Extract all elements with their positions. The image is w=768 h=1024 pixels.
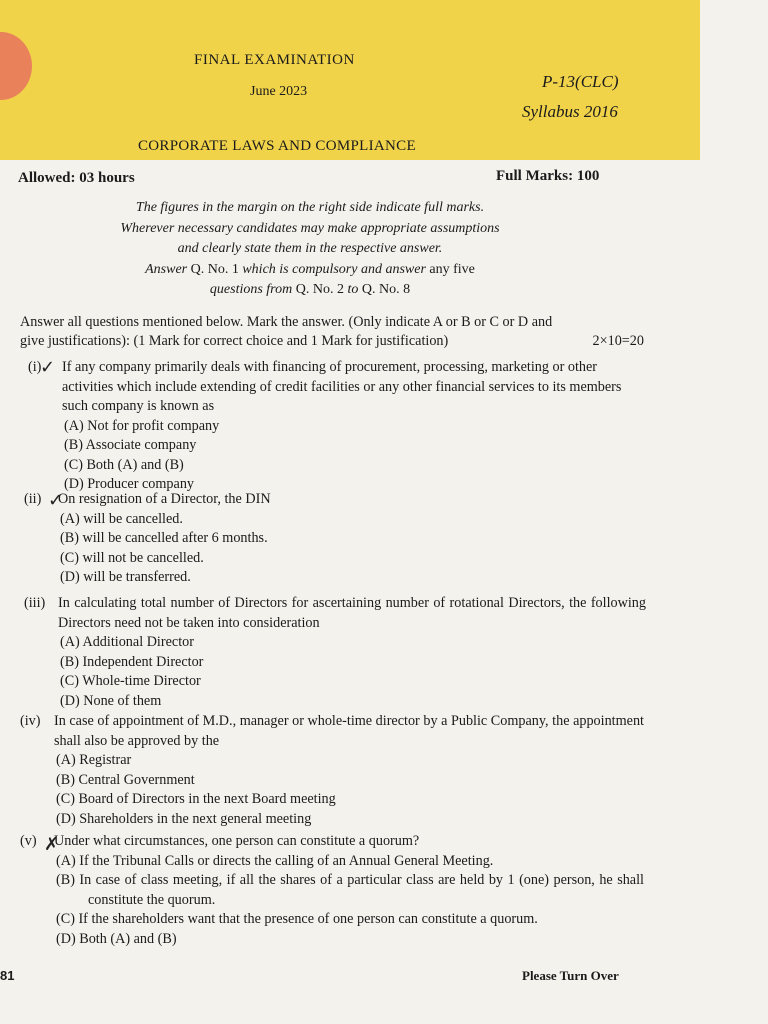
full-marks: Full Marks: 100 — [496, 168, 600, 184]
option-a: (A) Registrar — [56, 752, 132, 768]
instruction-4b: Q. No. 1 — [190, 261, 239, 277]
question-1-intro — [20, 313, 648, 351]
instruction-line-4 — [40, 260, 580, 281]
instruction-line-3: and clearly state them in the respective answer. — [177, 241, 443, 256]
exam-title: FINAL EXAMINATION — [194, 52, 355, 68]
instruction-5b: Q. No. 2 — [295, 282, 344, 297]
option-d: (D) Producer company — [64, 476, 195, 492]
handwritten-check-mark: ✗ — [44, 834, 60, 855]
handwritten-check-mark: ✓ — [48, 490, 64, 511]
instruction-4a: Answer — [145, 261, 188, 277]
instruction-5d: Q. No. 8 — [361, 282, 411, 297]
option-a: (A) will be cancelled. — [60, 510, 183, 527]
question-text: If any company primarily deals with financing of procurement, processing, marketing or other activities which include extending of credit facilities or any other financial services to its members such company is known as — [62, 359, 622, 414]
question-text: In calculating total number of Directors for ascertaining number of rotational Directors, the following Directors need not be taken into consideration — [58, 595, 646, 631]
q1-marks: 2×10=20 — [592, 333, 644, 349]
paper-code: P-13(CLC) — [542, 72, 619, 91]
handwritten-check-mark: ✓ — [40, 357, 56, 378]
q1-intro-line-1: Answer all questions mentioned below. Mark the answer. (Only indicate A or B or C or D and — [20, 314, 553, 330]
question-number: (iv) — [20, 713, 41, 729]
option-d: (D) will be transferred. — [60, 569, 191, 585]
option-c: (C) Whole-time Director — [60, 673, 201, 689]
question-text: Under what circumstances, one person can constitute a quorum? — [54, 833, 420, 849]
instructions — [40, 198, 580, 301]
question-iv — [20, 712, 644, 829]
option-d: (D) Shareholders in the next general meeting — [56, 810, 312, 827]
question-v — [20, 832, 644, 949]
instruction-5c: to — [347, 282, 359, 297]
question-number: (ii) — [24, 491, 42, 507]
option-d: (D) Both (A) and (B) — [56, 930, 177, 947]
instruction-4d: any five — [429, 261, 475, 277]
question-text: In case of appointment of M.D., manager or whole-time director by a Public Company, the appointment shall also be approved by the — [54, 713, 644, 749]
question-number: (v) — [20, 833, 37, 849]
exam-date: June 2023 — [250, 84, 308, 99]
option-a: (A) Not for profit company — [64, 417, 220, 434]
instruction-5a: questions from — [209, 282, 293, 297]
q1-intro-line-2: give justifications): (1 Mark for correct choice and 1 Mark for justification) — [20, 333, 449, 349]
syllabus: Syllabus 2016 — [522, 102, 618, 121]
option-a: (A) Additional Director — [60, 634, 194, 650]
option-b: (B) In case of class meeting, if all the shares of a particular class are held by 1 (one) person, he shall constitute the quorum. — [56, 872, 644, 908]
option-d: (D) None of them — [60, 692, 162, 709]
question-i — [28, 358, 646, 495]
instruction-line-5 — [40, 280, 580, 301]
instruction-4c: which is compulsory and answer — [242, 261, 426, 277]
instruction-line-2: Wherever necessary candidates may make appropriate assumptions — [120, 220, 500, 236]
option-c: (C) will not be cancelled. — [60, 549, 204, 566]
option-b: (B) Central Government — [56, 771, 195, 788]
subject-title: CORPORATE LAWS AND COMPLIANCE — [138, 138, 416, 154]
option-c: (C) If the shareholders want that the presence of one person can constitute a quorum. — [56, 911, 538, 927]
question-number: (iii) — [24, 595, 46, 611]
instruction-line-1: The figures in the margin on the right side indicate full marks. — [135, 200, 485, 215]
option-c: (C) Both (A) and (B) — [64, 456, 184, 473]
please-turn-over: Please Turn Over — [522, 968, 619, 983]
question-iii — [24, 594, 646, 711]
question-number: (i) — [28, 359, 42, 375]
option-b: (B) Associate company — [64, 437, 197, 453]
question-ii — [24, 490, 644, 588]
option-b: (B) will be cancelled after 6 months. — [60, 530, 268, 546]
question-text: On resignation of a Director, the DIN — [58, 491, 271, 507]
page-number: 81 — [0, 968, 15, 983]
option-b: (B) Independent Director — [60, 653, 204, 670]
time-allowed: Allowed: 03 hours — [18, 170, 135, 186]
option-a: (A) If the Tribunal Calls or directs the calling of an Annual General Meeting. — [56, 852, 494, 869]
option-c: (C) Board of Directors in the next Board meeting — [56, 791, 336, 807]
